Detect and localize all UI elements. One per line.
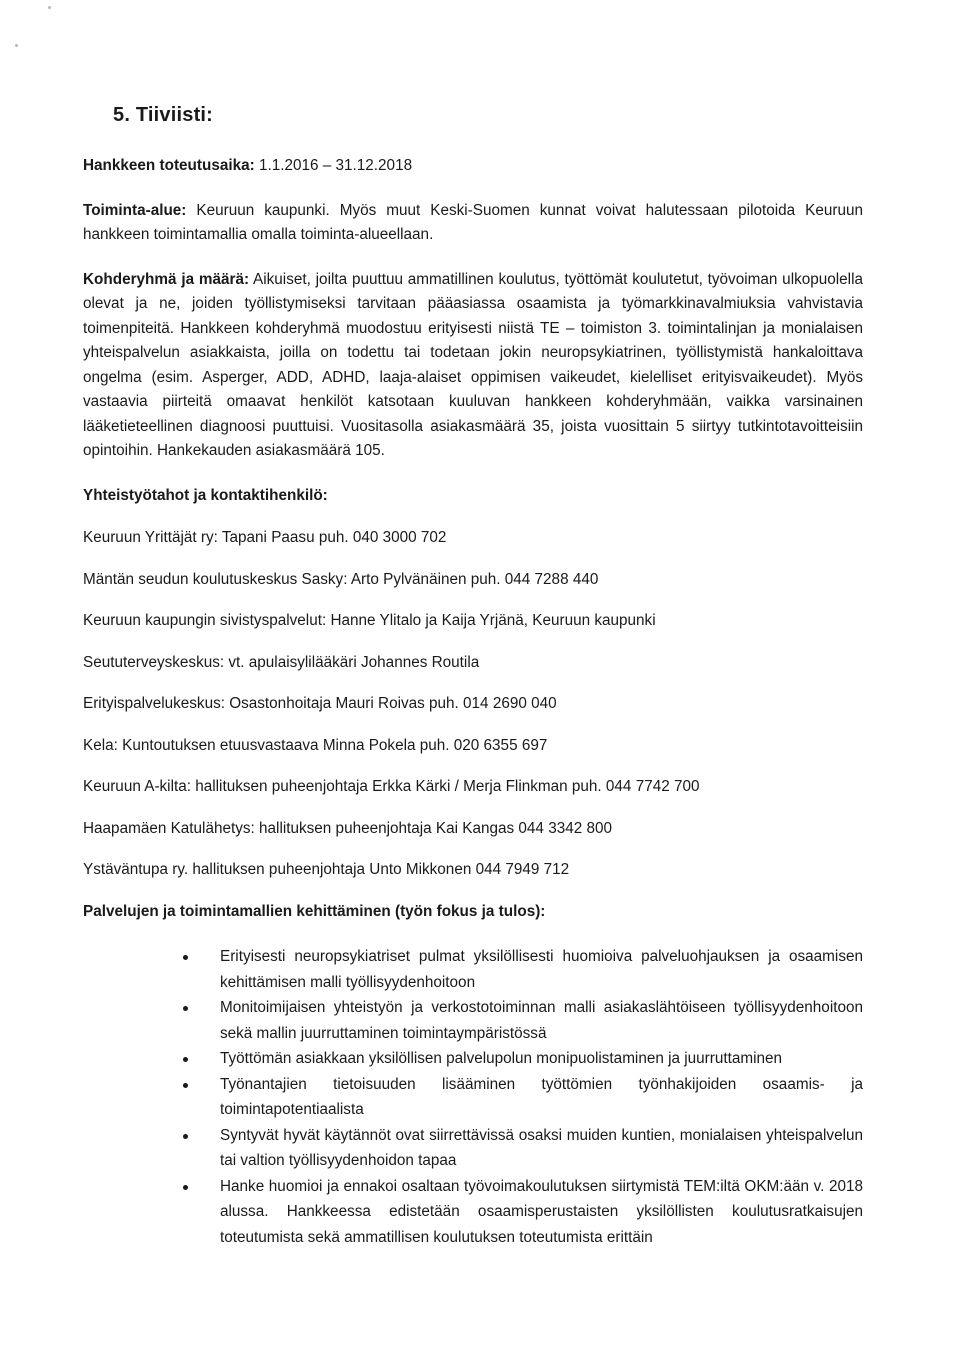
- partner-item: Keuruun kaupungin sivistyspalvelut: Hanne Ylitalo ja Kaija Yrjänä, Keuruun kaupunki: [83, 612, 656, 629]
- list-item-text: Työttömän asiakkaan yksilöllisen palvelupolun monipuolistaminen ja juurruttaminen: [220, 1050, 783, 1067]
- list-item-text: Hanke huomioi ja ennakoi osaltaan työvoimakoulutuksen siirtymistä TEM:iltä OKM:ään v. 2018 alussa. Hankkeessa edistetään osaamisperustaisten yksilöllisten koulutusratkaisujen toteutumista sekä ammatillisen koulutuksen toteutumista erittäin: [220, 1177, 863, 1246]
- area-value: Keuruun kaupunki. Myös muut Keski-Suomen kunnat voivat halutessaan pilotoida Keuruun hankkeen toimintamallia omalla toiminta-alueellaan.: [83, 201, 863, 243]
- partner-item: Haapamäen Katulähetys: hallituksen puheenjohtaja Kai Kangas 044 3342 800: [83, 819, 612, 837]
- bullet-icon: [183, 1006, 188, 1011]
- scan-speck: [48, 6, 51, 9]
- target-group-paragraph: [83, 268, 863, 464]
- bullet-icon: [183, 1134, 188, 1139]
- list-item: [83, 1123, 863, 1174]
- duration-value: 1.1.2016 – 31.12.2018: [254, 157, 413, 174]
- target-group-label: Kohderyhmä ja määrä:: [83, 270, 250, 288]
- partners-heading: Yhteistyötahot ja kontaktihenkilö:: [83, 486, 328, 504]
- duration-paragraph: [83, 154, 863, 179]
- bullet-icon: [183, 1185, 188, 1190]
- list-item-text: Monitoimijaisen yhteistyön ja verkostotoiminnan malli asiakaslähtöiseen työllisyydenhoitoon sekä mallin juurruttaminen toimintaympäristössä: [220, 999, 863, 1042]
- development-list: [83, 944, 863, 1250]
- partner-item: Erityispalvelukeskus: Osastonhoitaja Mauri Roivas puh. 014 2690 040: [83, 695, 557, 712]
- list-item: [83, 1046, 863, 1072]
- area-label: Toiminta-alue:: [83, 201, 187, 219]
- list-item: [83, 1072, 863, 1123]
- list-item: [83, 1174, 863, 1251]
- partner-item: Seututerveyskeskus: vt. apulaisylilääkäri Johannes Routila: [83, 653, 480, 671]
- area-paragraph: [83, 199, 863, 248]
- target-group-value: Aikuiset, joilta puuttuu ammatillinen koulutus, työttömät koulutetut, työvoiman ulkopuolella olevat ja ne, joiden työllistymiseksi tarvitaan pääasiassa osaamista ja työmarkkinavalmiuksia vahvistavia toimenpiteitä. Hankkeen kohderyhmä muodostuu erityisesti niistä TE – toimiston 3. toimintalinjan ja monialaisen yhteispalvelun asiakkaista, joilla on todettu tai todetaan jokin neuropsykiatrinen, työllistymistä hankaloittava ongelma (esim. Asperger, ADD, ADHD, laaja-alaiset oppimisen vaikeudet, kielelliset erityisvaikeudet). Myös vastaavia piirteitä omaavat henkilöt katsotaan kuuluvan hankkeen kohderyhmään, vaikka varsinainen lääketieteellinen diagnoosi puuttuisi. Vuositasolla asiakasmäärä 35, joista vuosittain 5 siirtyy tutkintotavoitteisiin opintoihin. Hankekauden asiakasmäärä 105.: [83, 270, 863, 459]
- partner-item: Keuruun A-kilta: hallituksen puheenjohtaja Erkka Kärki / Merja Flinkman puh. 044 7742 700: [83, 778, 700, 795]
- partner-item: Ystäväntupa ry. hallituksen puheenjohtaja Unto Mikkonen 044 7949 712: [83, 861, 570, 878]
- list-item: [83, 944, 863, 995]
- bullet-icon: [183, 1083, 188, 1088]
- list-item-text: Työnantajien tietoisuuden lisääminen työttömien työnhakijoiden osaamis- ja toimintapotentiaalista: [220, 1075, 863, 1118]
- duration-label: Hankkeen toteutusaika:: [83, 157, 255, 174]
- list-item-text: Syntyvät hyvät käytännöt ovat siirrettävissä osaksi muiden kuntien, monialaisen yhteispalvelun tai valtion työllisyydenhoidon tapaa: [220, 1126, 863, 1169]
- bullet-icon: [183, 955, 188, 960]
- bullet-icon: [183, 1057, 188, 1062]
- document-body: [83, 104, 863, 1250]
- development-heading: Palvelujen ja toimintamallien kehittäminen (työn fokus ja tulos):: [83, 902, 546, 920]
- scan-speck: [15, 44, 18, 47]
- partner-item: Keuruun Yrittäjät ry: Tapani Paasu puh. 040 3000 702: [83, 529, 447, 546]
- list-item-text: Erityisesti neuropsykiatriset pulmat yksilöllisesti huomioiva palveluohjauksen ja osaamisen kehittämisen malli työllisyydenhoitoon: [220, 948, 863, 991]
- list-item: [83, 995, 863, 1046]
- partner-item: Kela: Kuntoutuksen etuusvastaava Minna Pokela puh. 020 6355 697: [83, 736, 548, 754]
- partner-item: Mäntän seudun koulutuskeskus Sasky: Arto Pylvänäinen puh. 044 7288 440: [83, 570, 599, 588]
- section-title: 5. Tiiviisti:: [113, 104, 214, 126]
